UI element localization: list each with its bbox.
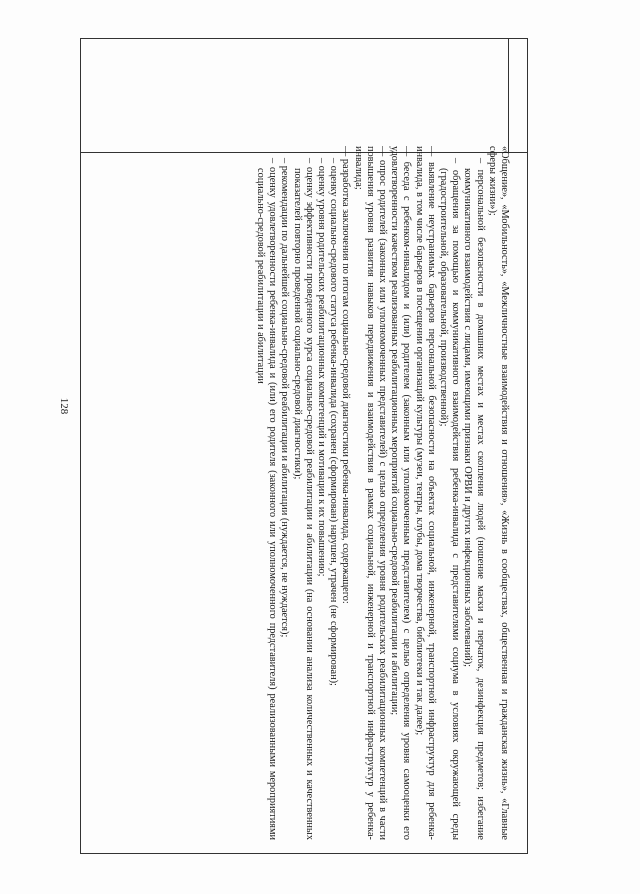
text-paragraph: — опрос родителей (законных или уполномоченных представителей) с целью определения уровня родительских реабилитационных компетенций в части повышения уровня развития навыков передвижения и взаимодействия в рамках социальной, инженерной и транспортной инфраструктур у ребенка-инвалида; (352, 146, 388, 840)
text-paragraph: – рекомендации по дальнейшей социально-средовой реабилитации и абилитации (нуждается, не нуждается); (279, 158, 291, 638)
text-paragraph: – оценку удовлетворенности ребенка-инвалида и (или) его родителя (законного или уполномоченного представителя) реализованными мероприятиями социально-средовой реабилитации и абилитации (254, 158, 279, 840)
table-column-divider (508, 38, 509, 152)
text-paragraph: – обращения за помощью и коммуникативного взаимодействия ребенка-инвалида с представителями социума в условиях окружающей среды (градостроительной, образовательной, производственной); (437, 158, 462, 840)
text-paragraph: — беседа с ребенком-инвалидом и (или) родителем (законным или уполномоченным представителем) с целью определения уровня самооценки его удовлетворенности качеством реализованных реабилитационных мероприятий социально-средовой реабилитации и абилитации; (389, 146, 413, 840)
rotated-text-block (94, 146, 510, 840)
text-paragraph: — выявление неустранимых барьеров персональной безопасности на объектах социальной, инженерной, транспортной инфраструктур для ребенка-инвалида, в том числе барьеров в посещении организаций культуры (музеи, театры, клубы, дома творчества, библиотеки и так далее); (413, 146, 437, 840)
page-number: 128 (58, 397, 70, 415)
text-paragraph: «Общение», «Мобильность», «Межличностные взаимодействия и отношения», «Жизнь в сообществах, общественная и гражданская жизнь», «Главные сферы жизни»); (486, 146, 510, 840)
text-paragraph: – оценку социально-средового статуса ребенка-инвалида (сохранен (сформирован) нарушен, утрачен (не сформирован); (328, 158, 340, 686)
text-paragraph: – оценку уровня родительских реабилитационных компетенций и мотивации к их повышению; (315, 158, 327, 577)
rotated-text-area (94, 146, 514, 846)
text-paragraph: — разработка заключения по итогам социально-средовой диагностики ребенка-инвалида, содержащего: (340, 146, 352, 604)
text-paragraph: – персональной безопасности в домашних местах и местах скопления людей (ношение маски и перчаток, дезинфекция предметов; избегание коммуникативного взаимодействия с лицами, имеющими признаки ОРВИ и других инфекционных заболеваний); (462, 158, 486, 840)
text-paragraph: – оценку эффективности проведенного курса социально-средовой реабилитации и абилитации (на основании анализа количественных и качественных показателей повторно проведенной социально-средовой диагностики); (291, 158, 315, 840)
